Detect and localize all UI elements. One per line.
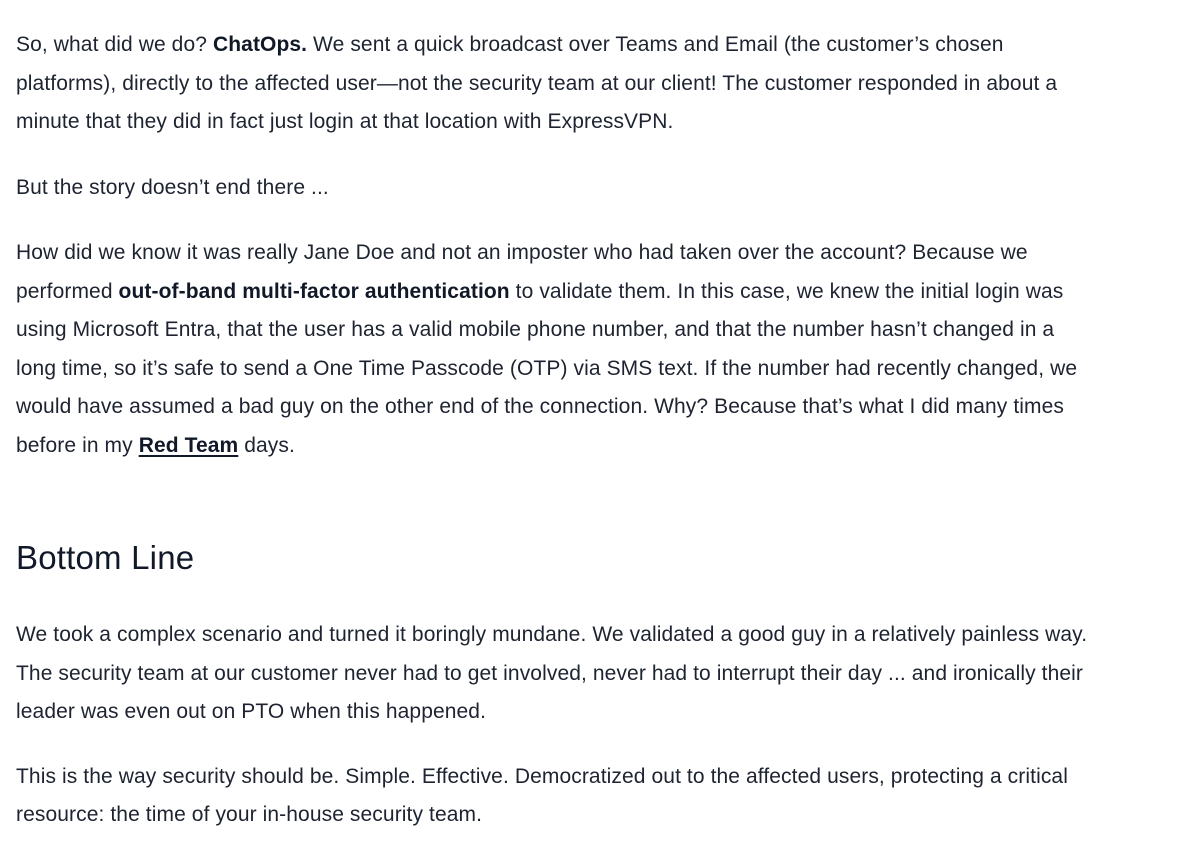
paragraph-story — [16, 169, 1200, 208]
bold-oob-mfa: out-of-band multi-factor authentication — [118, 279, 510, 303]
paragraph-line — [16, 273, 1200, 312]
paragraph-line: minute that they did in fact just login at that location with ExpressVPN. — [16, 110, 674, 133]
section-heading-bottom-line: Bottom Line — [16, 539, 195, 576]
paragraph-mfa — [16, 234, 1200, 465]
text-run: days. — [238, 433, 295, 457]
paragraph-line: But the story doesn’t end there ... — [16, 175, 329, 199]
article-body — [16, 26, 1200, 835]
paragraph-conclusion — [16, 758, 1200, 835]
paragraph-line: We took a complex scenario and turned it boringly mundane. We validated a good guy in a relatively painless way. — [16, 623, 1088, 646]
paragraph-line: would have assumed a bad guy on the other end of the connection. Why? Because that’s what I did many times — [16, 395, 1065, 418]
text-run: So, what did we do? — [16, 33, 213, 56]
paragraph-bottom-line — [16, 616, 1200, 732]
bold-chatops: ChatOps. — [212, 33, 308, 56]
paragraph-line — [16, 427, 1200, 466]
paragraph-line: leader was even out on PTO when this happened. — [16, 700, 487, 723]
paragraph-line: The security team at our customer never had to get involved, never had to interrupt their day ... and ironically their — [16, 661, 1084, 685]
red-team-link[interactable]: Red Team — [138, 433, 239, 457]
paragraph-line: resource: the time of your in-house security team. — [16, 803, 483, 826]
paragraph-line: using Microsoft Entra, that the user has a valid mobile phone number, and that the number hasn’t changed in a — [16, 318, 1055, 341]
paragraph-line — [16, 26, 1200, 65]
paragraph-line: long time, so it’s safe to send a One Time Passcode (OTP) via SMS text. If the number had recently changed, we — [16, 356, 1078, 380]
text-run: We sent a quick broadcast over Teams and Email (the customer’s chosen — [307, 33, 1004, 56]
text-run: performed — [16, 279, 119, 303]
paragraph-line: platforms), directly to the affected user—not the security team at our client! The customer responded in about a — [16, 71, 1058, 95]
text-run: to validate them. In this case, we knew the initial login was — [509, 279, 1064, 303]
text-run: before in my — [16, 433, 139, 457]
paragraph-line: This is the way security should be. Simple. Effective. Democratized out to the affected users, protecting a critical — [16, 764, 1068, 788]
paragraph-line: How did we know it was really Jane Doe and not an imposter who had taken over the account? Because we — [16, 241, 1028, 264]
paragraph-chatops — [16, 26, 1200, 142]
